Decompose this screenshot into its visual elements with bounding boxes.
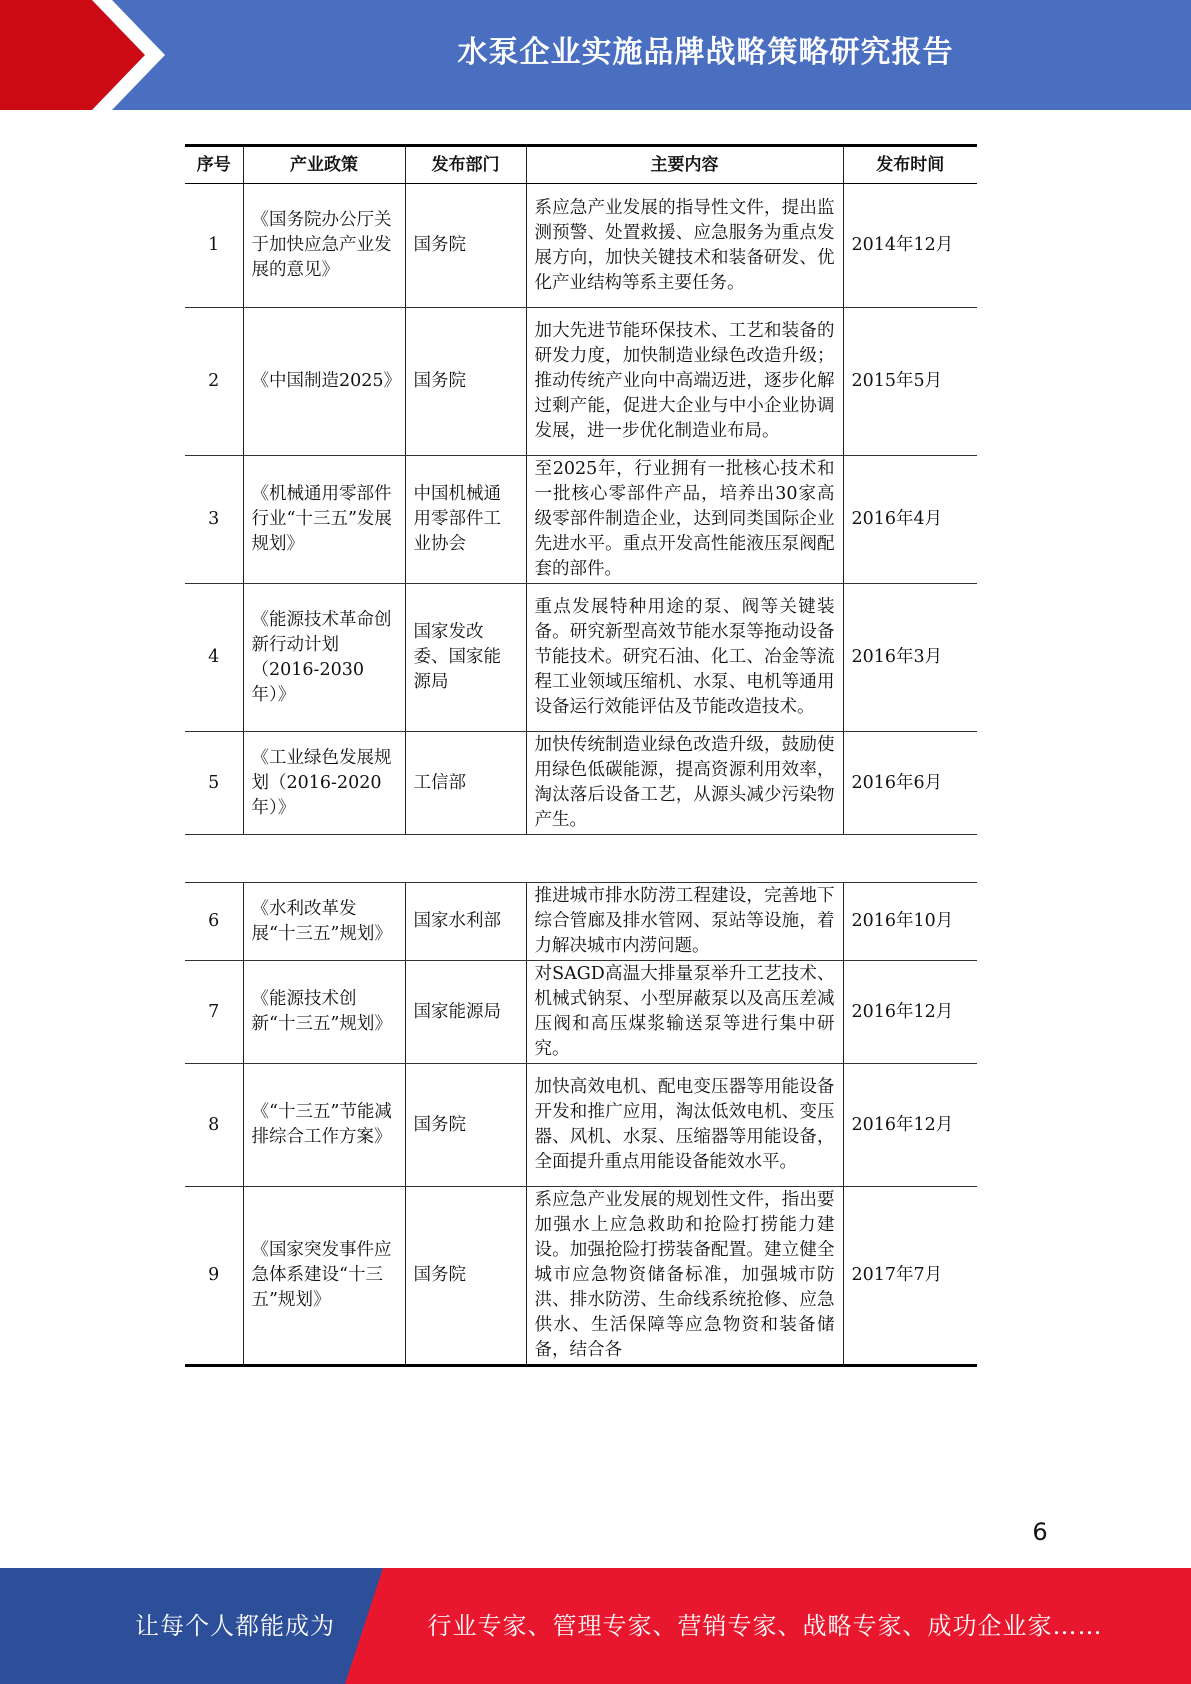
row-no: 3 (185, 456, 243, 584)
policy-table-part-2 (185, 882, 977, 1367)
row-no: 5 (185, 732, 243, 835)
table-row (185, 961, 977, 1064)
row-dept: 工信部 (405, 732, 526, 835)
table-row (185, 308, 977, 456)
row-policy: 《国务院办公厅关于加快应急产业发展的意见》 (243, 184, 405, 308)
row-date: 2016年12月 (843, 1064, 977, 1187)
row-date: 2016年12月 (843, 961, 977, 1064)
row-no: 6 (185, 883, 243, 961)
row-no: 2 (185, 308, 243, 456)
row-policy: 《“十三五”节能减排综合工作方案》 (243, 1064, 405, 1187)
policy-table-part-1 (185, 144, 977, 835)
report-title: 水泵企业实施品牌战略策略研究报告 (457, 35, 954, 70)
row-dept: 国家能源局 (405, 961, 526, 1064)
table-row (185, 184, 977, 308)
row-dept: 国家水利部 (405, 883, 526, 961)
col-header-dept: 发布部门 (405, 146, 526, 184)
row-policy: 《工业绿色发展规划（2016-2020年）》 (243, 732, 405, 835)
row-content: 推进城市排水防涝工程建设，完善地下综合管廊及排水管网、泵站等设施，着力解决城市内涝问题。 (526, 883, 843, 961)
row-policy: 《机械通用零部件行业“十三五”发展规划》 (243, 456, 405, 584)
row-content: 系应急产业发展的指导性文件，提出监测预警、处置救援、应急服务为重点发展方向，加快关键技术和装备研发、优化产业结构等系主要任务。 (526, 184, 843, 308)
row-dept: 国务院 (405, 1187, 526, 1366)
table-row (185, 584, 977, 732)
row-content: 加快高效电机、配电变压器等用能设备开发和推广应用，淘汰低效电机、变压器、风机、水泵、压缩器等用能设备，全面提升重点用能设备能效水平。 (526, 1064, 843, 1187)
row-no: 1 (185, 184, 243, 308)
row-no: 4 (185, 584, 243, 732)
col-header-no: 序号 (185, 146, 243, 184)
row-dept: 国家发改委、国家能源局 (405, 584, 526, 732)
row-policy: 《中国制造2025》 (243, 308, 405, 456)
row-no: 8 (185, 1064, 243, 1187)
row-date: 2017年7月 (843, 1187, 977, 1366)
table-row (185, 732, 977, 835)
table-row (185, 1064, 977, 1187)
row-dept: 国务院 (405, 1064, 526, 1187)
col-header-policy: 产业政策 (243, 146, 405, 184)
row-policy: 《能源技术创新“十三五”规划》 (243, 961, 405, 1064)
row-content: 加快传统制造业绿色改造升级，鼓励使用绿色低碳能源，提高资源利用效率，淘汰落后设备工艺，从源头减少污染物产生。 (526, 732, 843, 835)
row-content: 对SAGD高温大排量泵举升工艺技术、机械式钠泵、小型屏蔽泵以及高压差减压阀和高压煤浆输送泵等进行集中研究。 (526, 961, 843, 1064)
row-dept: 国务院 (405, 184, 526, 308)
row-date: 2016年6月 (843, 732, 977, 835)
row-content: 系应急产业发展的规划性文件，指出要加强水上应急救助和抢险打捞能力建设。加强抢险打捞装备配置。建立健全城市应急物资储备标准，加强城市防洪、排水防涝、生命线系统抢修、应急供水、生活保障等应急物资和装备储备，结合各 (526, 1187, 843, 1366)
table-row (185, 883, 977, 961)
row-date: 2014年12月 (843, 184, 977, 308)
page-footer (0, 1568, 1191, 1684)
row-date: 2016年10月 (843, 883, 977, 961)
row-date: 2016年4月 (843, 456, 977, 584)
page-header (0, 0, 1191, 110)
table-row (185, 456, 977, 584)
row-policy: 《水利改革发展“十三五”规划》 (243, 883, 405, 961)
row-dept: 国务院 (405, 308, 526, 456)
row-no: 9 (185, 1187, 243, 1366)
footer-slogan-left: 让每个人都能成为 (135, 1612, 335, 1640)
row-policy: 《国家突发事件应急体系建设“十三五”规划》 (243, 1187, 405, 1366)
col-header-content: 主要内容 (526, 146, 843, 184)
row-date: 2016年3月 (843, 584, 977, 732)
row-no: 7 (185, 961, 243, 1064)
row-content: 至2025年，行业拥有一批核心技术和一批核心零部件产品，培养出30家高级零部件制造企业，达到同类国际企业先进水平。重点开发高性能液压泵阀配套的部件。 (526, 456, 843, 584)
footer-slogan-right: 行业专家、管理专家、营销专家、战略专家、成功企业家…… (427, 1612, 1103, 1640)
table-header-row (185, 146, 977, 184)
col-header-date: 发布时间 (843, 146, 977, 184)
row-policy: 《能源技术革命创新行动计划（2016-2030年）》 (243, 584, 405, 732)
page-number: 6 (1032, 1518, 1048, 1546)
row-content: 重点发展特种用途的泵、阀等关键装备。研究新型高效节能水泵等拖动设备节能技术。研究石油、化工、冶金等流程工业领域压缩机、水泵、电机等通用设备运行效能评估及节能改造技术。 (526, 584, 843, 732)
row-content: 加大先进节能环保技术、工艺和装备的研发力度，加快制造业绿色改造升级；推动传统产业向中高端迈进，逐步化解过剩产能，促进大企业与中小企业协调发展，进一步优化制造业布局。 (526, 308, 843, 456)
row-date: 2015年5月 (843, 308, 977, 456)
row-dept: 中国机械通用零部件工业协会 (405, 456, 526, 584)
table-row (185, 1187, 977, 1366)
